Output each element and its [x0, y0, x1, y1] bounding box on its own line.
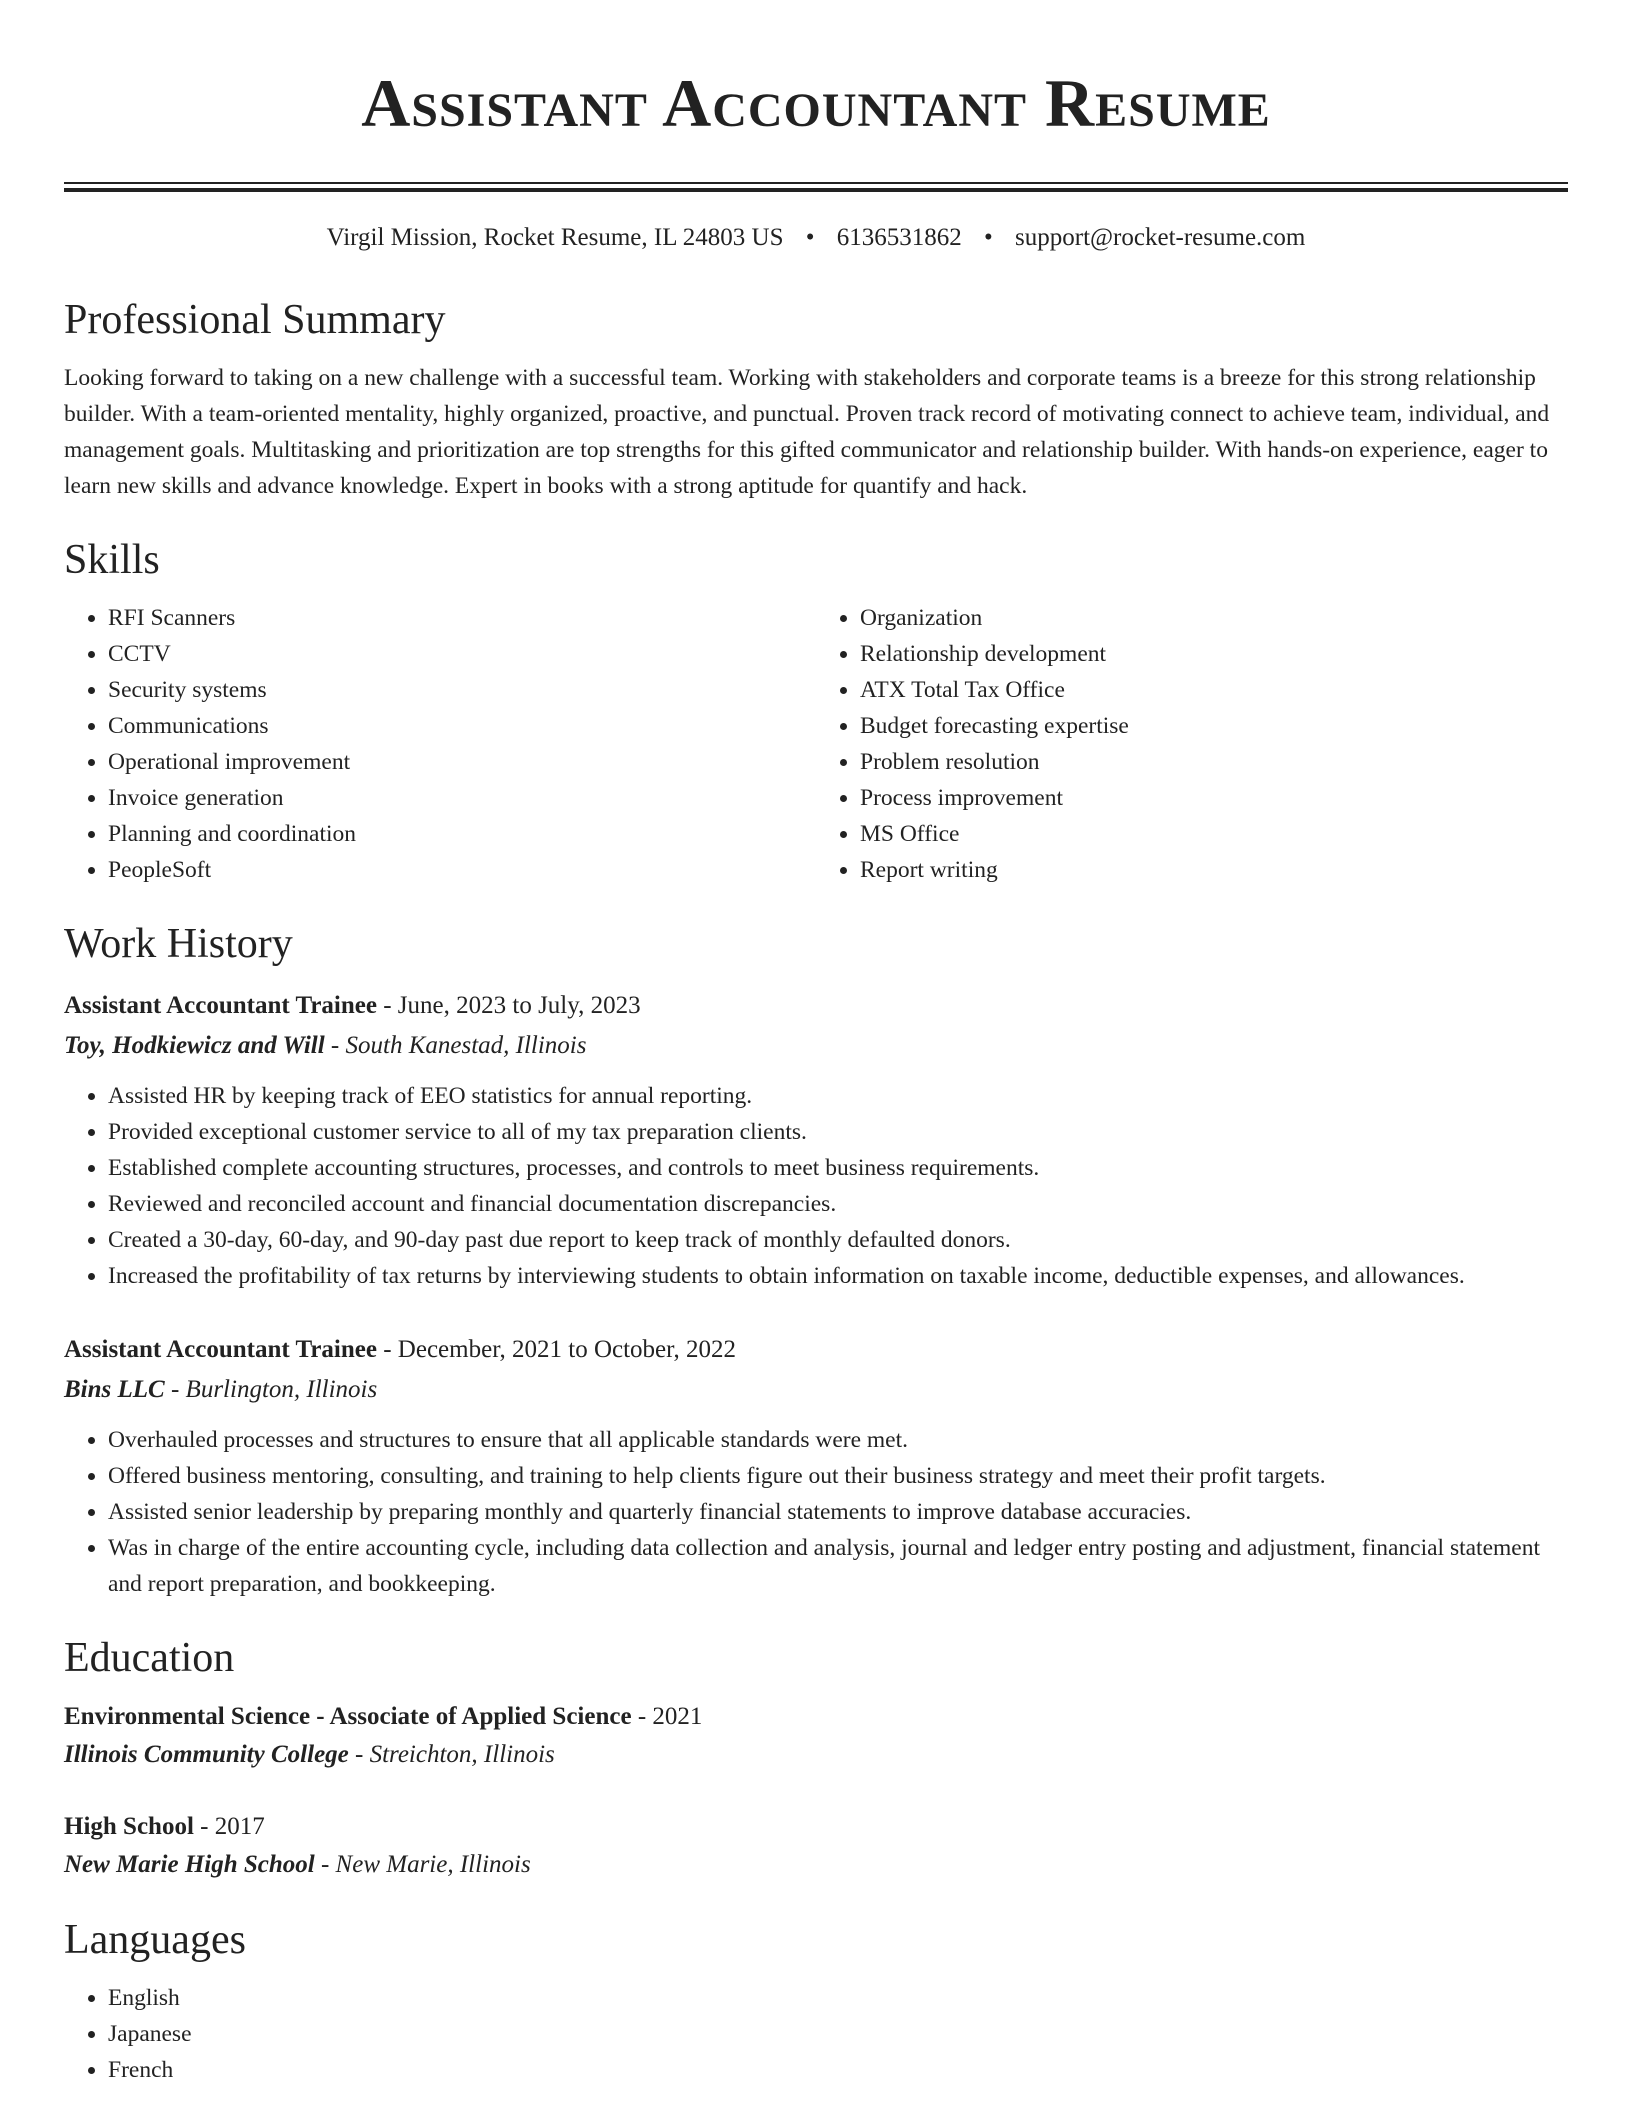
skill-item: • ATX Total Tax Office: [860, 672, 1568, 708]
contact-separator: •: [805, 224, 815, 251]
job-bullet: • Created a 30-day, 60-day, and 90-day past due report to keep track of monthly defaulted donors.: [108, 1222, 1568, 1258]
job-bullet: • Assisted HR by keeping track of EEO statistics for annual reporting.: [108, 1078, 1568, 1114]
job-title-line: [64, 1330, 1568, 1370]
skill-item: • RFI Scanners: [108, 600, 816, 636]
job-bullet: • Provided exceptional customer service to all of my tax preparation clients.: [108, 1114, 1568, 1150]
skills-column-right: [816, 600, 1568, 888]
contact-address: Virgil Mission, Rocket Resume, IL 24803 US: [326, 224, 784, 251]
job-bullet: • Increased the profitability of tax returns by interviewing students to obtain information on taxable income, deductible expenses, and allowances.: [108, 1258, 1568, 1294]
skills-heading: Skills: [64, 537, 160, 583]
job-bullet: • Assisted senior leadership by preparing monthly and quarterly financial statements to improve database accuracies.: [108, 1494, 1568, 1530]
education-degree-line: [64, 1808, 1568, 1846]
job-bullets: [64, 1078, 1568, 1294]
job-title: Assistant Accountant Trainee: [64, 992, 377, 1019]
language-item: • Japanese: [108, 2016, 1568, 2052]
skill-item: • PeopleSoft: [108, 852, 816, 888]
education-location: - Streichton, Illinois: [348, 1741, 555, 1768]
education-degree-line: [64, 1698, 1568, 1736]
skills-column-left: [64, 600, 816, 888]
language-item: • French: [108, 2052, 1568, 2088]
languages-list: [64, 1980, 1568, 2088]
job-bullets: [64, 1422, 1568, 1602]
skill-item: • MS Office: [860, 816, 1568, 852]
skill-item: • Security systems: [108, 672, 816, 708]
job-dates: - December, 2021 to October, 2022: [376, 1336, 736, 1363]
summary-text: Looking forward to taking on a new challenge with a successful team. Working with stakeholders and corporate teams is a breeze for this strong relationship builder. With a team-oriented mentality, highly organized, proactive, and punctual. Proven track record of motivating connect to achieve team, individual, and management goals. Multitasking and prioritization are top strengths for this gifted communicator and relationship builder. With hands-on experience, eager to learn new skills and advance knowledge. Expert in books with a strong aptitude for quantify and hack.: [64, 365, 1550, 499]
job-bullet: • Was in charge of the entire accounting cycle, including data collection and analysis, journal and ledger entry posting and adjustment, financial statement and report preparation, and bookkeeping.: [108, 1530, 1568, 1602]
education-location: - New Marie, Illinois: [314, 1851, 531, 1878]
education-school-line: [64, 1846, 1568, 1884]
job-location: - South Kanestad, Illinois: [324, 1032, 587, 1059]
skill-item: • Process improvement: [860, 780, 1568, 816]
education-degree: Environmental Science - Associate of Applied Science: [64, 1703, 632, 1730]
job-bullet: • Overhauled processes and structures to ensure that all applicable standards were met.: [108, 1422, 1568, 1458]
skill-item: • Organization: [860, 600, 1568, 636]
contact-line: [64, 222, 1568, 254]
skill-item: • Problem resolution: [860, 744, 1568, 780]
education-heading: Education: [64, 1635, 235, 1681]
job-company-line: [64, 1370, 1568, 1410]
job-company-line: [64, 1026, 1568, 1066]
education-school: Illinois Community College: [64, 1741, 349, 1768]
contact-phone: 6136531862: [836, 224, 962, 251]
job-company: Toy, Hodkiewicz and Will: [64, 1032, 325, 1059]
language-item: • English: [108, 1980, 1568, 2016]
languages-heading: Languages: [64, 1917, 246, 1963]
education-entry: [64, 1698, 1568, 1774]
education-school-line: [64, 1736, 1568, 1774]
resume-title: Assistant Accountant Resume: [361, 65, 1271, 141]
job-location: - Burlington, Illinois: [164, 1376, 378, 1403]
skill-item: • Planning and coordination: [108, 816, 816, 852]
job-company: Bins LLC: [64, 1376, 165, 1403]
education-degree: High School: [64, 1813, 194, 1840]
contact-email: support@rocket-resume.com: [1015, 224, 1306, 251]
job-bullet: • Offered business mentoring, consulting, and training to help clients figure out their business strategy and meet their profit targets.: [108, 1458, 1568, 1494]
skill-item: • Invoice generation: [108, 780, 816, 816]
work-history-heading: Work History: [64, 921, 293, 967]
job-entry: [64, 986, 1568, 1294]
education-year: - 2021: [631, 1703, 703, 1730]
education-year: - 2017: [193, 1813, 265, 1840]
skill-item: • Operational improvement: [108, 744, 816, 780]
job-dates: - June, 2023 to July, 2023: [376, 992, 641, 1019]
job-entry: [64, 1330, 1568, 1602]
summary-heading: Professional Summary: [64, 297, 446, 343]
skill-item: • Relationship development: [860, 636, 1568, 672]
title-divider: [64, 182, 1568, 192]
skill-item: • Report writing: [860, 852, 1568, 888]
skill-item: • CCTV: [108, 636, 816, 672]
skill-item: • Communications: [108, 708, 816, 744]
job-title-line: [64, 986, 1568, 1026]
job-bullet: • Established complete accounting structures, processes, and controls to meet business requirements.: [108, 1150, 1568, 1186]
skill-item: • Budget forecasting expertise: [860, 708, 1568, 744]
job-title: Assistant Accountant Trainee: [64, 1336, 377, 1363]
education-school: New Marie High School: [64, 1851, 315, 1878]
skills-grid: [64, 600, 1568, 888]
education-entry: [64, 1808, 1568, 1884]
job-bullet: • Reviewed and reconciled account and financial documentation discrepancies.: [108, 1186, 1568, 1222]
contact-separator: •: [984, 224, 993, 251]
